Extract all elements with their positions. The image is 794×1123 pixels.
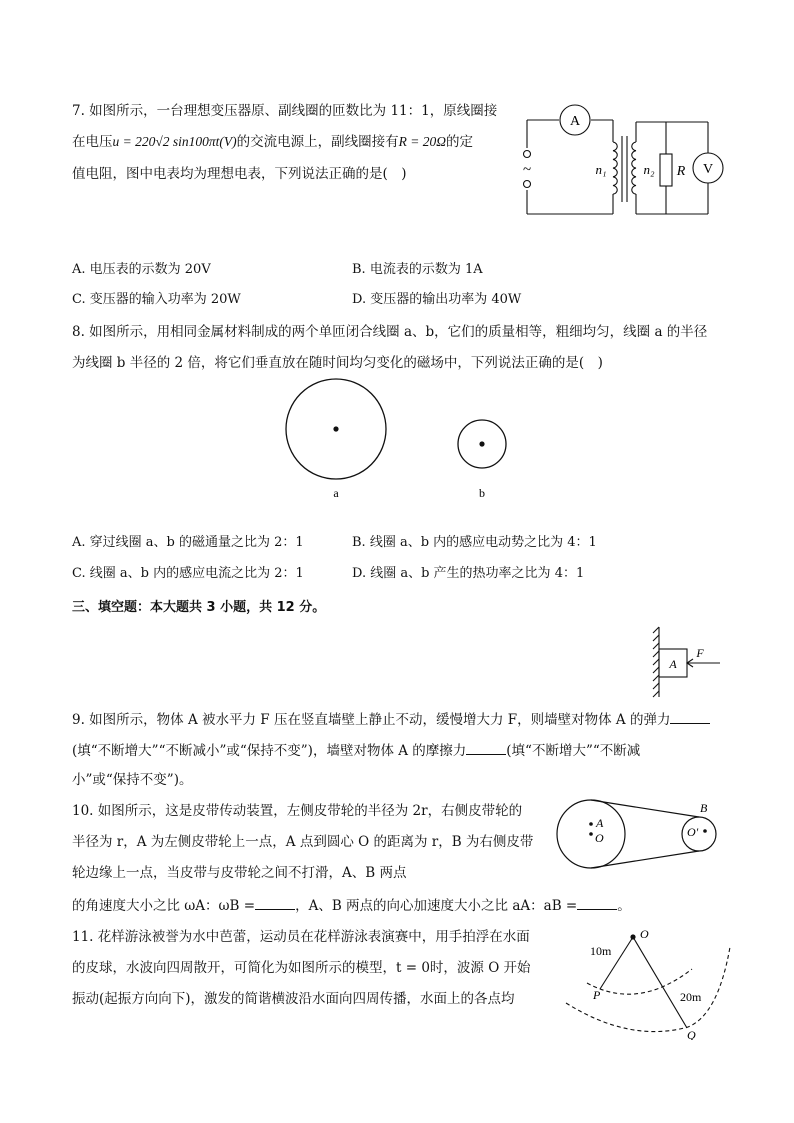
coil-b-label: b <box>479 486 485 500</box>
q7-voltage-formula: u = 220√2 sin100πt(V) <box>112 134 237 149</box>
q7-line2-post: 的定 <box>446 134 474 150</box>
q10-answer-blank-2[interactable] <box>577 895 617 910</box>
point-p-label: P <box>593 988 601 1002</box>
source-o-label: O <box>640 927 649 941</box>
ac-source-symbol: ~ <box>522 162 532 178</box>
q7-option-a[interactable]: A. 电压表的示数为 20V <box>72 262 211 277</box>
q9-line2 <box>72 740 640 761</box>
q9-answer-blank-1[interactable] <box>670 709 710 724</box>
q11-line2: 的皮球，水波向四周散开，可简化为如图所示的模型，t = 0时，波源 O 开始 <box>72 960 531 976</box>
q11-water-wave-figure <box>560 925 735 1040</box>
q9-line2-pre: (填“不断增大”“不断减小”或“保持不变”)，墙壁对物体 A 的摩擦力 <box>72 743 467 759</box>
q10-line1: 10. 如图所示，这是皮带传动装置，左侧皮带轮的半径为 2r，右侧皮带轮的 <box>72 803 523 819</box>
q10-line4 <box>72 895 631 916</box>
point-b-label: B <box>700 801 708 815</box>
section-3-heading: 三、填空题：本大题共 3 小题，共 12 分。 <box>72 600 326 615</box>
q7-line1: 7. 如图所示，一台理想变压器原、副线圈的匝数比为 11：1，原线圈接 <box>72 103 498 119</box>
q9-answer-blank-2[interactable] <box>466 740 506 755</box>
q9-line2-post: (填“不断增大”“不断减 <box>506 743 641 759</box>
q10-answer-blank-1[interactable] <box>255 895 295 910</box>
q7-option-b[interactable]: B. 电流表的示数为 1A <box>352 262 483 277</box>
primary-turns-label: n₁ <box>595 162 607 177</box>
q10-line4-mid: ，A、B 两点的向心加速度大小之比 aA：aB = <box>295 898 578 914</box>
q8-coils-figure <box>280 378 520 503</box>
q9-wall-block-figure <box>650 625 730 700</box>
q8-option-d[interactable]: D. 线圈 a、b 产生的热功率之比为 4：1 <box>352 566 585 581</box>
q7-line3: 值电阻，图中电表均为理想电表，下列说法正确的是( ) <box>72 166 407 182</box>
resistor-label: R <box>676 164 686 179</box>
q8-line1: 8. 如图所示，用相同金属材料制成的两个单匝闭合线圈 a、b，它们的质量相等，粗细均匀，线圈 a 的半径 <box>72 324 708 340</box>
q7-line2 <box>72 132 473 152</box>
q8-option-b[interactable]: B. 线圈 a、b 内的感应电动势之比为 4：1 <box>352 535 597 550</box>
q7-option-c[interactable]: C. 变压器的输入功率为 20W <box>72 292 241 307</box>
q7-transformer-circuit <box>515 100 730 225</box>
q7-resistance-formula: R = 20Ω <box>398 134 447 149</box>
q10-belt-drive-figure <box>548 796 728 876</box>
q10-line3: 轮边缘上一点，当皮带与皮带轮之间不打滑，A、B 两点 <box>72 865 407 881</box>
ammeter-label: A <box>569 114 581 129</box>
q9-line1-text: 9. 如图所示，物体 A 被水平力 F 压在竖直墙壁上静止不动，缓慢增大力 F，则墙壁对物体 A 的弹力 <box>72 712 671 728</box>
distance-op-label: 10m <box>590 944 612 958</box>
center-o-prime-label: O' <box>687 825 699 839</box>
q7-line2-mid: 的交流电源上，副线圈接有 <box>236 134 399 150</box>
q11-line1: 11. 花样游泳被誉为水中芭蕾，运动员在花样游泳表演赛中，用手拍浮在水面 <box>72 929 530 945</box>
block-a-label: A <box>669 657 677 671</box>
q10-line4-pre: 的角速度大小之比 ωA：ωB = <box>72 898 256 914</box>
q8-option-c[interactable]: C. 线圈 a、b 内的感应电流之比为 2：1 <box>72 566 304 581</box>
q11-line3: 振动(起振方向向下)，激发的简谐横波沿水面向四周传播，水面上的各点均 <box>72 991 515 1007</box>
point-a-label: A <box>596 816 604 830</box>
distance-oq-label: 20m <box>680 990 702 1004</box>
q8-line2: 为线圈 b 半径的 2 倍，将它们垂直放在随时间均匀变化的磁场中，下列说法正确的是( ) <box>72 355 603 371</box>
center-o-label: O <box>595 831 604 845</box>
q9-line3: 小”或“保持不变”)。 <box>72 772 193 788</box>
q8-option-a[interactable]: A. 穿过线圈 a、b 的磁通量之比为 2：1 <box>72 535 304 550</box>
coil-a-label: a <box>333 486 339 500</box>
q7-option-d[interactable]: D. 变压器的输出功率为 40W <box>352 292 522 307</box>
point-q-label: Q <box>687 1028 696 1040</box>
q10-line4-post: 。 <box>617 898 631 914</box>
force-f-label: F <box>696 646 704 660</box>
q9-line1 <box>72 709 710 730</box>
q10-line2: 半径为 r，A 为左侧皮带轮上一点，A 点到圆心 O 的距离为 r，B 为右侧皮带 <box>72 834 534 850</box>
voltmeter-label: V <box>702 162 714 177</box>
secondary-turns-label: n₂ <box>643 162 655 177</box>
q7-line2-pre: 在电压 <box>72 134 113 150</box>
